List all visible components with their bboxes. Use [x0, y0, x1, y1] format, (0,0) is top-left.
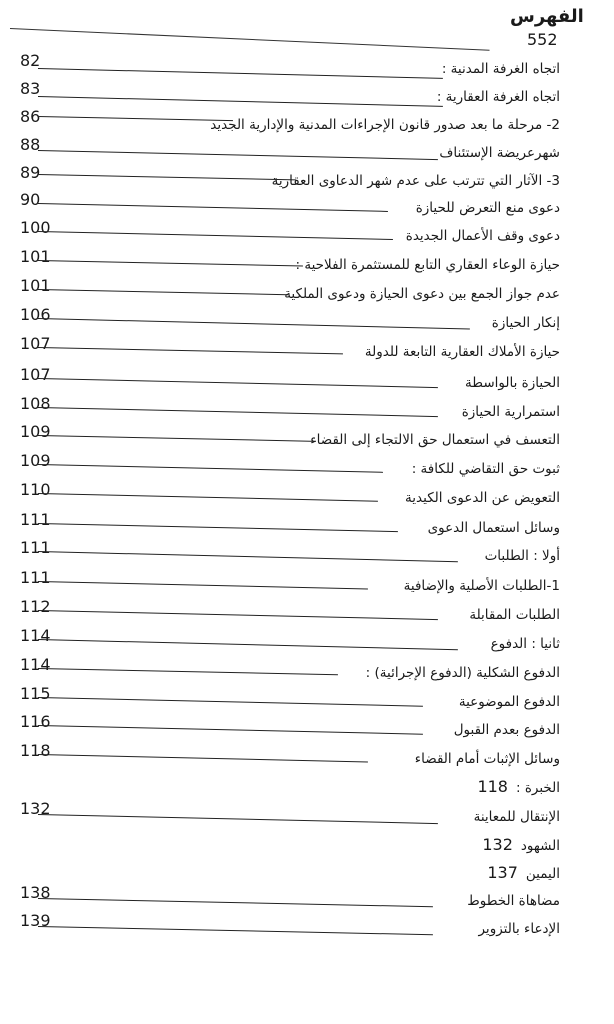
toc-entry — [0, 713, 614, 741]
entry-page: 90 — [20, 190, 41, 209]
entry-page: 100 — [20, 218, 51, 237]
entry-page: 101 — [20, 247, 51, 266]
entry-page: 112 — [20, 597, 51, 616]
entry-title: 2- مرحلة ما بعد صدور قانون الإجراءات المدنية والإدارية الجديد — [210, 117, 560, 133]
entry-rule — [38, 116, 233, 121]
toc-entry — [0, 912, 614, 940]
page-number: 552 — [527, 30, 558, 49]
entry-title-text: اليمين — [525, 866, 560, 882]
entry-title: إنكار الحيازة — [491, 315, 560, 331]
entry-page: 118 — [20, 741, 51, 760]
toc-entry — [0, 219, 614, 247]
toc-entry — [0, 627, 614, 655]
entry-rule — [38, 407, 438, 417]
toc-entry — [0, 481, 614, 509]
entry-title: استمرارية الحيازة — [461, 404, 560, 420]
entry-page: 132 — [20, 799, 51, 818]
entry-title: مضاهاة الخطوط — [467, 893, 560, 909]
entry-rule — [38, 697, 423, 707]
toc-entry — [0, 277, 614, 305]
toc-entry — [0, 511, 614, 539]
entry-page: 114 — [20, 655, 51, 674]
entry-rule — [38, 581, 368, 589]
toc-entry — [0, 306, 614, 334]
entry-page: 109 — [20, 422, 51, 441]
entry-page: 107 — [20, 334, 51, 353]
entry-rule — [38, 347, 343, 354]
toc-entry — [0, 452, 614, 480]
entry-rule — [38, 203, 388, 212]
entry-page: 118 — [477, 777, 508, 796]
entry-rule — [38, 668, 338, 675]
entry-page: 116 — [20, 712, 51, 731]
entry-rule — [38, 68, 443, 79]
entry-title: أولا : الطلبات — [484, 548, 560, 564]
entry-title: الطلبات المقابلة — [469, 607, 560, 623]
entry-rule — [38, 289, 288, 295]
entry-rule — [38, 551, 458, 562]
entry-rule — [38, 96, 443, 107]
toc-entry — [0, 856, 614, 884]
entry-rule — [38, 260, 303, 267]
entry-page: 110 — [20, 480, 51, 499]
entry-page: 83 — [20, 79, 41, 98]
entry-page: 86 — [20, 107, 41, 126]
entry-rule — [38, 926, 433, 935]
entry-page: 138 — [20, 883, 51, 902]
toc-entry — [0, 539, 614, 567]
entry-page: 115 — [20, 684, 51, 703]
entry-title: الإدعاء بالتزوير — [478, 921, 560, 937]
entry-title: ثبوت حق التقاضي للكافة : — [411, 461, 560, 477]
entry-title: وسائل استعمال الدعوى — [427, 520, 560, 536]
toc-entry — [0, 828, 614, 856]
entry-rule — [38, 318, 470, 330]
entry-rule — [38, 464, 383, 473]
entry-rule — [38, 174, 296, 180]
entry-title: الدفوع الموضوعية — [458, 694, 560, 710]
entry-title: الدفوع بعدم القبول — [453, 722, 560, 738]
toc-entry — [0, 569, 614, 597]
toc-entry — [0, 884, 614, 912]
entry-rule — [38, 231, 393, 240]
entry-page: 108 — [20, 394, 51, 413]
toc-entry — [0, 136, 614, 164]
entry-title — [482, 836, 560, 855]
entry-rule — [38, 523, 398, 532]
entry-page: 106 — [20, 305, 51, 324]
toc-entry — [0, 656, 614, 684]
toc-entry — [0, 800, 614, 828]
entry-rule — [38, 754, 368, 762]
entry-title-text: الخبرة : — [515, 780, 560, 796]
toc-entry — [0, 164, 614, 192]
toc-entry — [0, 770, 614, 798]
entry-rule — [38, 493, 378, 502]
toc-entry — [0, 395, 614, 423]
entry-title — [487, 864, 560, 883]
entry-rule — [38, 725, 423, 735]
entry-page: 88 — [20, 135, 41, 154]
toc-entry — [0, 742, 614, 770]
toc-entry — [0, 685, 614, 713]
entry-page: 111 — [20, 510, 51, 529]
entry-page: 114 — [20, 626, 51, 645]
entry-title: 1-الطلبات الأصلية والإضافية — [403, 578, 560, 594]
toc-entry — [0, 108, 614, 136]
entry-page: 139 — [20, 911, 51, 930]
toc-entry — [0, 52, 614, 80]
entry-rule — [38, 435, 316, 442]
entry-page: 111 — [20, 568, 51, 587]
entry-title — [477, 778, 560, 797]
entry-page: 101 — [20, 276, 51, 295]
entry-page: 107 — [20, 365, 51, 384]
entry-title: التعويض عن الدعوى الكيدية — [405, 490, 560, 506]
entry-rule — [38, 898, 433, 907]
entry-rule — [38, 639, 458, 650]
entry-title: الإنتقال للمعاينة — [473, 809, 560, 825]
entry-title: شهرعريضة الإستئناف — [439, 145, 560, 161]
entry-page: 137 — [487, 863, 518, 882]
entry-page: 89 — [20, 163, 41, 182]
entry-title: حيازة الأملاك العقارية التابعة للدولة — [364, 344, 560, 360]
entry-title: حيازة الوعاء العقاري التابع للمستثمرة الفلاحية : — [295, 257, 560, 273]
entry-title: عدم جواز الجمع بين دعوى الحيازة ودعوى الملكية — [284, 286, 560, 302]
toc-entry — [0, 191, 614, 219]
entry-title: دعوى وقف الأعمال الجديدة — [405, 228, 560, 244]
entry-title: التعسف في استعمال حق الالتجاء إلى القضاء — [310, 432, 560, 448]
entry-title: ثانيا : الدفوع — [490, 636, 560, 652]
entry-title: الدفوع الشكلية (الدفوع الإجرائية) : — [365, 665, 560, 681]
entry-page: 111 — [20, 538, 51, 557]
toc-entry — [0, 248, 614, 276]
toc-entry — [0, 598, 614, 626]
entry-title: وسائل الإثبات أمام القضاء — [414, 751, 560, 767]
page-title: الفهرس — [510, 6, 584, 27]
toc-entry — [0, 366, 614, 394]
entry-rule — [38, 150, 438, 160]
entry-rule — [38, 610, 438, 620]
entry-title: الحيازة بالواسطة — [465, 375, 560, 391]
entry-page: 132 — [482, 835, 513, 854]
entry-title: اتجاه الغرفة العقارية : — [436, 89, 560, 105]
entry-title-text: الشهود — [520, 838, 560, 854]
toc-entry — [0, 335, 614, 363]
toc-entry — [0, 80, 614, 108]
entry-rule — [38, 378, 438, 388]
entry-title: دعوى منع التعرض للحيازة — [415, 200, 560, 216]
entry-title: اتجاه الغرفة المدنية : — [441, 61, 560, 77]
entry-page: 82 — [20, 51, 41, 70]
toc-entry — [0, 423, 614, 451]
entry-rule — [38, 814, 438, 824]
entry-title: 3- الآثار التي تترتب على عدم شهر الدعاوى العقارية — [271, 173, 560, 189]
entry-page: 109 — [20, 451, 51, 470]
